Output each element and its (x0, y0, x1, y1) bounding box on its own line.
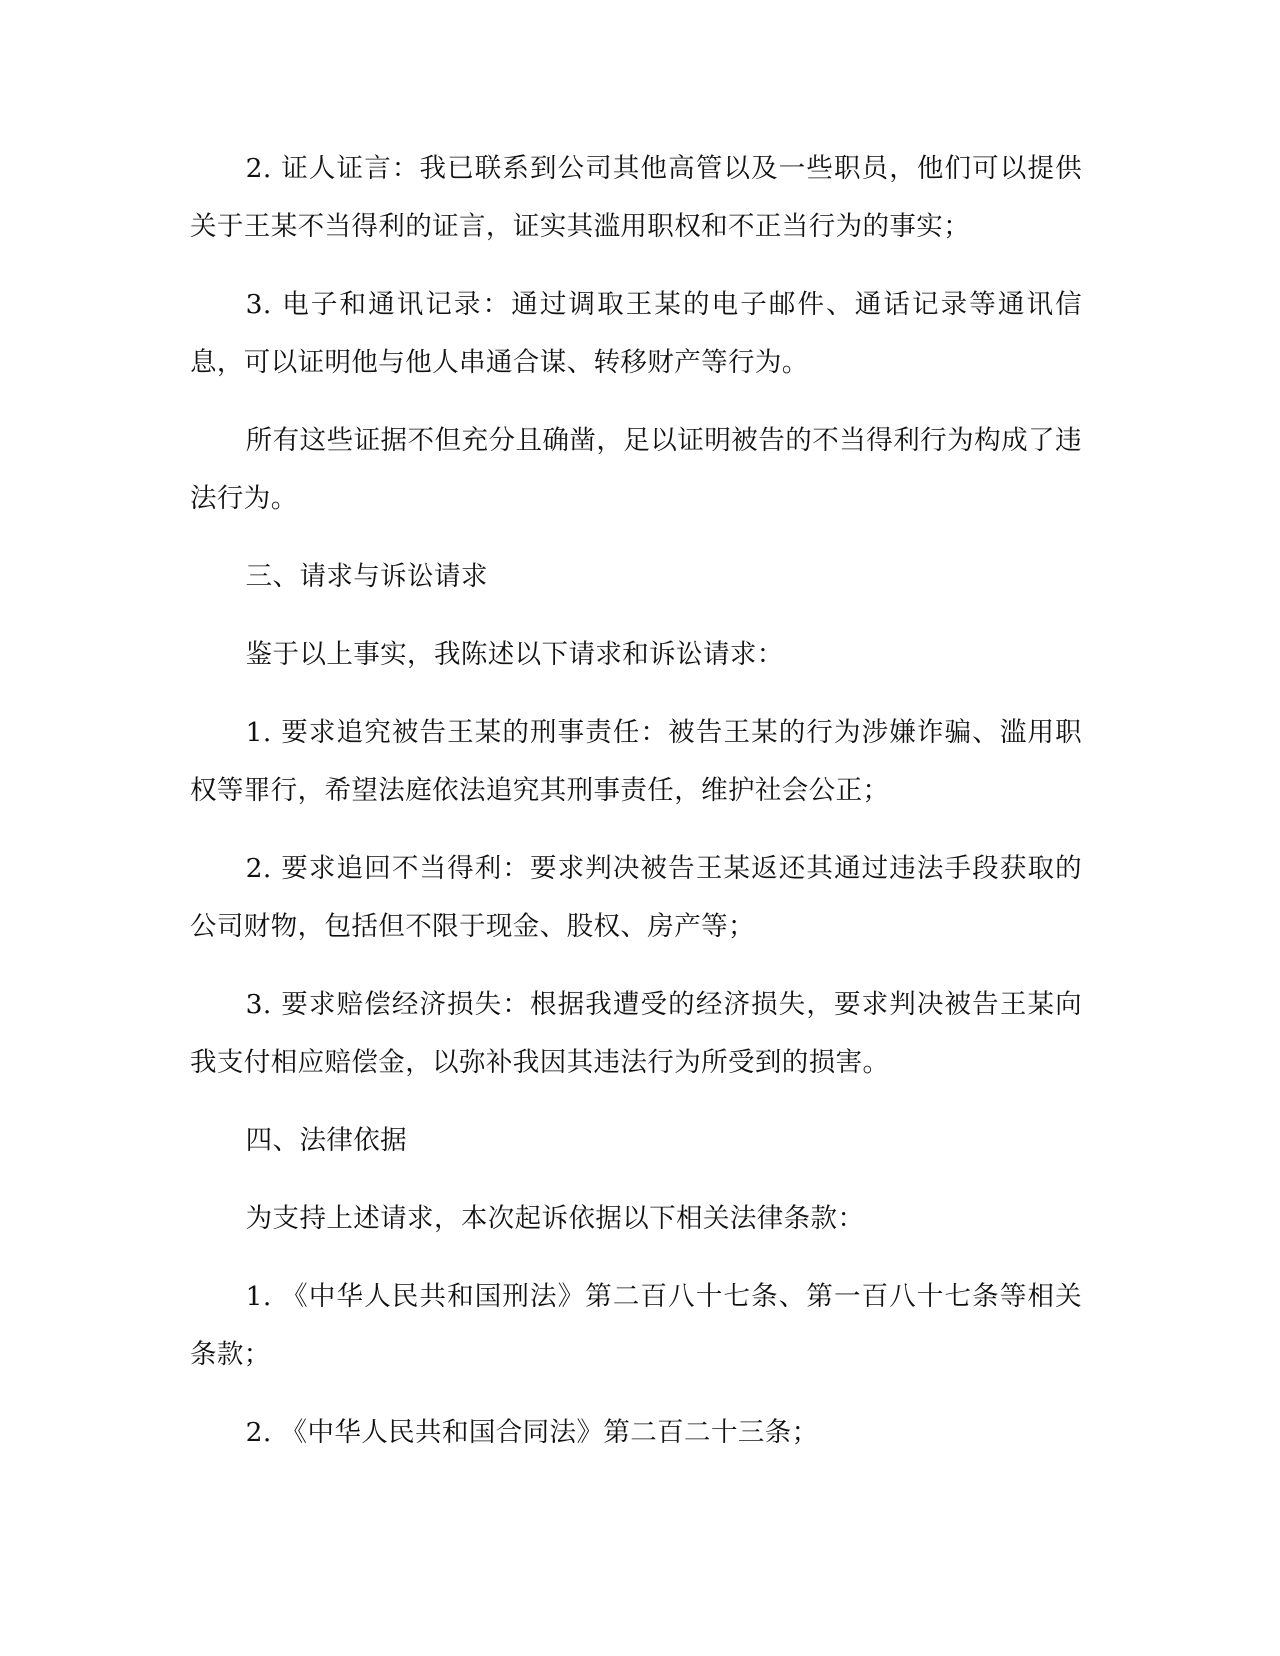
paragraph-request-compensation: 3. 要求赔偿经济损失：根据我遭受的经济损失，要求判决被告王某向我支付相应赔偿金，以弥补我因其违法行为所受到的损害。 (190, 989, 1082, 1078)
paragraph-law-criminal: 1. 《中华人民共和国刑法》第二百八十七条、第一百八十七条等相关条款； (190, 1281, 1082, 1370)
paragraph-electronic-records: 3. 电子和通讯记录：通过调取王某的电子邮件、通话记录等通讯信息，可以证明他与他人串通合谋、转移财产等行为。 (190, 289, 1082, 378)
paragraph-evidence-summary: 所有这些证据不但充分且确凿，足以证明被告的不当得利行为构成了违法行为。 (190, 425, 1082, 514)
section-heading-legal-basis: 四、法律依据 (245, 1125, 408, 1156)
paragraph-request-criminal-liability: 1. 要求追究被告王某的刑事责任：被告王某的行为涉嫌诈骗、滥用职权等罪行，希望法庭依法追究其刑事责任，维护社会公正； (190, 717, 1082, 806)
paragraph-law-contract: 2. 《中华人民共和国合同法》第二百二十三条； (245, 1417, 819, 1448)
paragraph-request-recover-gains: 2. 要求追回不当得利：要求判决被告王某返还其通过违法手段获取的公司财物，包括但不限于现金、股权、房产等； (190, 853, 1082, 942)
section-heading-requests: 三、请求与诉讼请求 (245, 561, 488, 592)
paragraph-requests-intro: 鉴于以上事实，我陈述以下请求和诉讼请求： (245, 639, 784, 670)
document-body (190, 140, 1082, 1462)
paragraph-witness-testimony: 2. 证人证言：我已联系到公司其他高管以及一些职员，他们可以提供关于王某不当得利的证言，证实其滥用职权和不正当行为的事实； (190, 153, 1082, 242)
paragraph-legal-basis-intro: 为支持上述请求，本次起诉依据以下相关法律条款： (245, 1203, 865, 1234)
